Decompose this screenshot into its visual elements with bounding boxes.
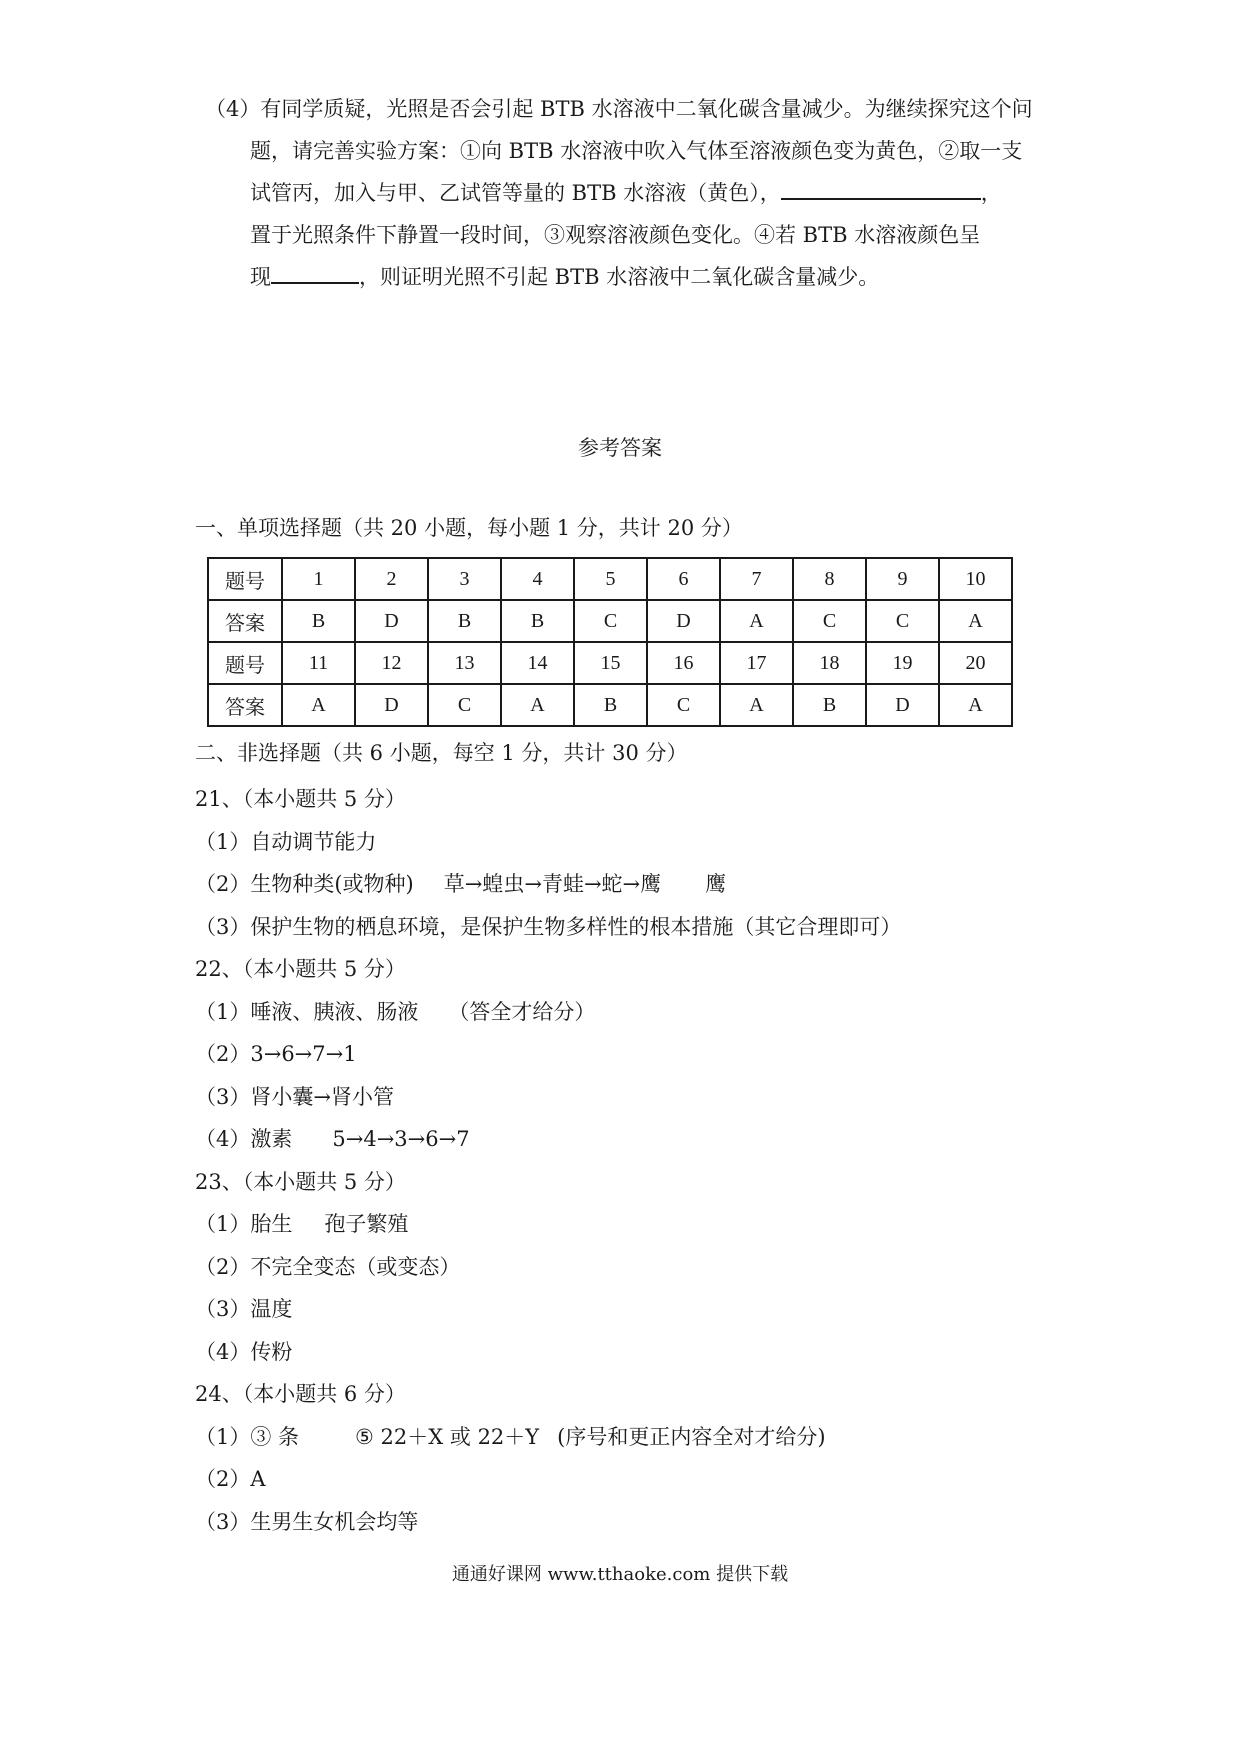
q23-answer-2: （2）不完全变态（或变态） — [195, 1254, 461, 1279]
table-cell: B — [793, 684, 866, 726]
table-cell: B — [428, 600, 501, 642]
q21-answer-3: （3）保护生物的栖息环境，是保护生物多样性的根本措施（其它合理即可） — [195, 914, 902, 939]
section-1-heading: 一、单项选择题（共 20 小题，每小题 1 分，共计 20 分） — [195, 516, 743, 540]
table-cell: A — [939, 684, 1012, 726]
table-cell: 16 — [647, 642, 720, 684]
row-label: 答案 — [208, 600, 282, 642]
table-cell: B — [501, 600, 574, 642]
q24-title: 24、（本小题共 6 分） — [195, 1382, 406, 1406]
q4-line-3-punct: ， — [980, 181, 1002, 205]
table-cell: 13 — [428, 642, 501, 684]
table-cell: C — [866, 600, 939, 642]
q24-answer-1-part-b: ⑤ 22＋X 或 22＋Y — [355, 1424, 540, 1449]
answer-table — [207, 557, 1013, 727]
table-cell: 17 — [720, 642, 793, 684]
table-cell: 11 — [282, 642, 355, 684]
table-cell: D — [647, 600, 720, 642]
q23-answer-3: （3）温度 — [195, 1297, 293, 1321]
q4-line-2: 题，请完善实验方案：①向 BTB 水溶液中吹入气体至溶液颜色变为黄色，②取一支 — [250, 139, 1023, 163]
q24-answer-1-part-c: (序号和更正内容全对才给分) — [557, 1424, 826, 1449]
q4-line-5-end: ，则证明光照不引起 BTB 水溶液中二氧化碳含量减少。 — [359, 265, 880, 289]
table-cell: 3 — [428, 558, 501, 600]
section-2-heading: 二、非选择题（共 6 小题，每空 1 分，共计 30 分） — [195, 741, 688, 765]
q23-answer-1-part-a: （1）胎生 — [195, 1212, 293, 1236]
q22-answer-1-part-a: （1）唾液、胰液、肠液 — [195, 999, 419, 1024]
table-cell: C — [428, 684, 501, 726]
table-cell: 19 — [866, 642, 939, 684]
q21-answer-2-part-a: （2）生物种类(或物种) — [195, 872, 414, 896]
table-cell: 12 — [355, 642, 428, 684]
q22-answer-1-part-b: （答全才给分） — [448, 999, 596, 1024]
table-cell: 5 — [574, 558, 647, 600]
answers-list — [195, 778, 901, 1543]
table-cell: D — [866, 684, 939, 726]
table-cell: 8 — [793, 558, 866, 600]
q22-answer-4-part-a: （4）激素 — [195, 1127, 293, 1151]
q4-line-1: （4）有同学质疑，光照是否会引起 BTB 水溶液中二氧化碳含量减少。为继续探究这个问 — [205, 97, 1033, 121]
table-cell: 14 — [501, 642, 574, 684]
table-cell: B — [574, 684, 647, 726]
table-cell: A — [939, 600, 1012, 642]
row-label: 题号 — [208, 558, 282, 600]
table-cell: 4 — [501, 558, 574, 600]
table-cell: A — [282, 684, 355, 726]
q24-answer-1 — [195, 1416, 901, 1459]
q23-title: 23、（本小题共 5 分） — [195, 1169, 406, 1194]
q22-answer-4-part-b: 5→4→3→6→7 — [332, 1127, 470, 1151]
fill-blank-short — [271, 258, 359, 284]
q21-answer-1: （1）自动调节能力 — [195, 829, 377, 854]
q4-line-5 — [205, 256, 1065, 298]
question-4-block — [205, 88, 1065, 298]
row-label: 题号 — [208, 642, 282, 684]
q21-title: 21、（本小题共 5 分） — [195, 787, 406, 811]
table-row — [208, 684, 1012, 726]
table-cell: 10 — [939, 558, 1012, 600]
table-cell: 2 — [355, 558, 428, 600]
answer-key-title: 参考答案 — [578, 436, 662, 460]
q21-answer-2-part-c: 鹰 — [705, 872, 727, 896]
fill-blank-long — [781, 174, 981, 200]
table-cell: 15 — [574, 642, 647, 684]
table-row — [208, 642, 1012, 684]
table-cell: A — [720, 684, 793, 726]
table-cell: D — [355, 684, 428, 726]
q24-answer-1-part-a: （1）③ 条 — [195, 1424, 300, 1449]
q21-answer-2 — [195, 863, 901, 906]
table-cell: A — [501, 684, 574, 726]
q21-answer-2-part-b: 草→蝗虫→青蛙→蛇→鹰 — [443, 872, 662, 896]
table-cell: 6 — [647, 558, 720, 600]
q24-answer-3: （3）生男生女机会均等 — [195, 1509, 419, 1534]
table-cell: 18 — [793, 642, 866, 684]
q22-answer-3: （3）肾小囊→肾小管 — [195, 1084, 394, 1109]
table-cell: B — [282, 600, 355, 642]
row-label: 答案 — [208, 684, 282, 726]
table-cell: C — [793, 600, 866, 642]
q22-title: 22、（本小题共 5 分） — [195, 957, 406, 981]
q4-line-4: 置于光照条件下静置一段时间，③观察溶液颜色变化。④若 BTB 水溶液颜色呈 — [250, 223, 981, 247]
table-row — [208, 558, 1012, 600]
table-row — [208, 600, 1012, 642]
q4-line-3-text: 试管丙，加入与甲、乙试管等量的 BTB 水溶液（黄色）， — [250, 181, 781, 205]
q22-answer-1 — [195, 991, 901, 1034]
table-cell: A — [720, 600, 793, 642]
footer-source: 通通好课网 www.tthaoke.com 提供下载 — [451, 1564, 789, 1585]
q23-answer-1 — [195, 1203, 901, 1246]
q4-line-5-start: 现 — [250, 265, 271, 289]
table-cell: 20 — [939, 642, 1012, 684]
q23-answer-4: （4）传粉 — [195, 1339, 293, 1364]
q4-line-3 — [205, 172, 1065, 214]
table-cell: C — [647, 684, 720, 726]
q22-answer-4 — [195, 1118, 901, 1161]
q23-answer-1-part-b: 孢子繁殖 — [324, 1212, 409, 1236]
table-cell: C — [574, 600, 647, 642]
table-cell: 9 — [866, 558, 939, 600]
table-cell: D — [355, 600, 428, 642]
table-cell: 1 — [282, 558, 355, 600]
q22-answer-2: （2）3→6→7→1 — [195, 1042, 357, 1066]
q24-answer-2: （2）A — [195, 1467, 266, 1491]
table-cell: 7 — [720, 558, 793, 600]
